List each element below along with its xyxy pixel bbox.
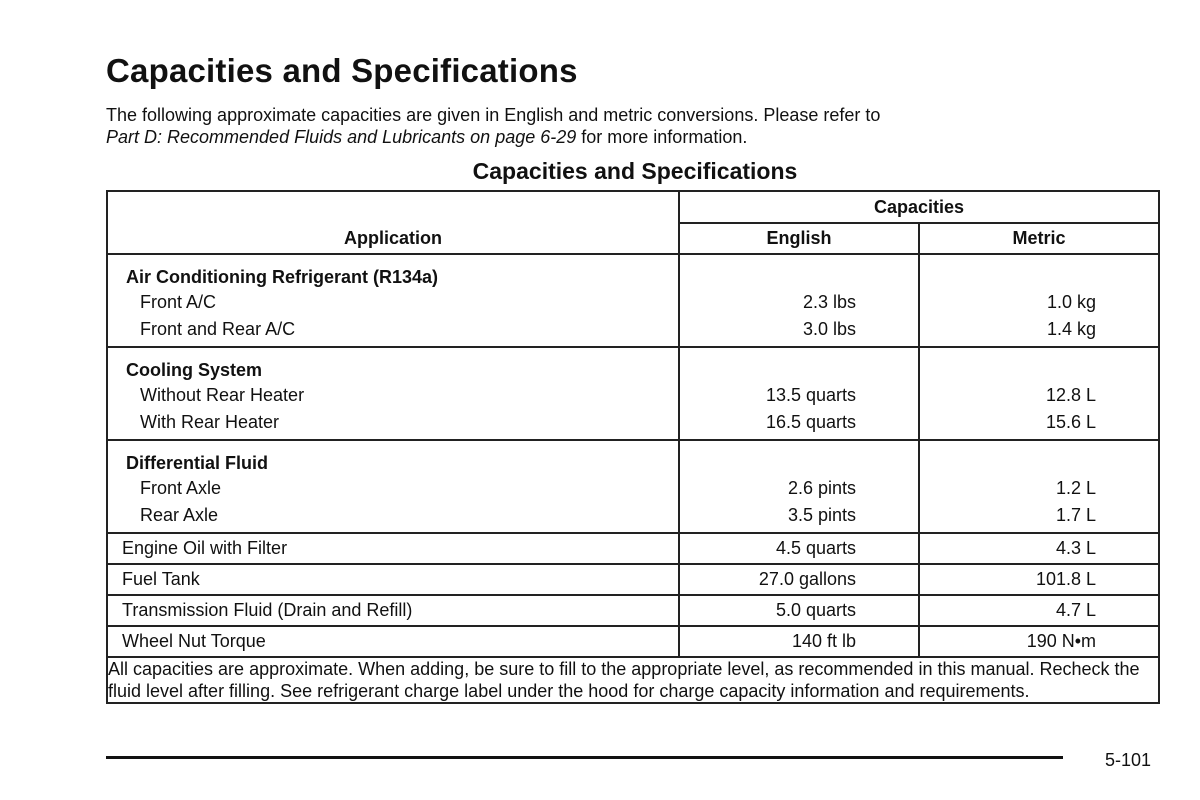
row-label: Fuel Tank: [107, 564, 679, 595]
table-note: All capacities are approximate. When adding, be sure to fill to the appropriate level, as recommended in this manual. Recheck the fluid level after filling. See refrigerant charge label under the hood for charge capacity information and requirements.: [107, 657, 1159, 703]
table-note-row: [107, 657, 1159, 703]
english-value: 16.5 quarts: [765, 411, 856, 432]
row-label: With Rear Heater: [140, 411, 280, 432]
footer-rule: [106, 756, 1063, 759]
table-row: [107, 595, 1159, 626]
row-label: Front Axle: [140, 478, 222, 498]
english-value: 13.5 quarts: [765, 385, 856, 405]
capacities-header: Capacities: [679, 191, 1159, 223]
intro-text-end: for more information.: [576, 127, 748, 147]
group-heading: Differential Fluid: [126, 453, 269, 473]
metric-value: 4.3 L: [919, 533, 1159, 564]
capacities-table: [106, 190, 1160, 704]
metric-value: 12.8 L: [1045, 385, 1097, 405]
table-row: [107, 347, 1159, 440]
intro-text: The following approximate capacities are given in English and metric conversions. Please refer to: [106, 105, 881, 125]
table-row: [107, 564, 1159, 595]
english-value: 3.0 lbs: [802, 318, 856, 339]
english-value: 5.0 quarts: [679, 595, 919, 626]
metric-value: 15.6 L: [1045, 411, 1097, 432]
metric-value: 1.2 L: [1055, 478, 1097, 498]
page-title: Capacities and Specifications: [106, 52, 578, 89]
row-label: Rear Axle: [140, 504, 219, 525]
metric-value: 101.8 L: [919, 564, 1159, 595]
application-header: Application: [107, 191, 679, 254]
page-number: 5-101: [1105, 750, 1152, 770]
table-row: [107, 533, 1159, 564]
english-value: 27.0 gallons: [679, 564, 919, 595]
english-header: English: [679, 223, 919, 254]
table-row: [107, 254, 1159, 347]
metric-value: 190 N•m: [919, 626, 1159, 657]
english-value: 2.3 lbs: [802, 292, 856, 312]
table-row: [107, 626, 1159, 657]
row-label: Engine Oil with Filter: [107, 533, 679, 564]
table-title: Capacities and Specifications: [472, 158, 798, 184]
metric-header: Metric: [919, 223, 1159, 254]
row-label: Front A/C: [140, 292, 217, 312]
group-heading: Air Conditioning Refrigerant (R134a): [126, 267, 439, 287]
english-value: 140 ft lb: [679, 626, 919, 657]
table-row: [107, 440, 1159, 533]
table-header-row: [107, 191, 1159, 223]
english-value: 3.5 pints: [787, 504, 856, 525]
group-heading: Cooling System: [126, 360, 263, 380]
metric-value: 1.7 L: [1055, 504, 1097, 525]
metric-value: 1.4 kg: [1046, 318, 1097, 339]
row-label: Wheel Nut Torque: [107, 626, 679, 657]
row-label: Transmission Fluid (Drain and Refill): [107, 595, 679, 626]
intro-reference-link: Part D: Recommended Fluids and Lubricants on page 6-29: [106, 127, 577, 147]
metric-value: 4.7 L: [919, 595, 1159, 626]
row-label: Front and Rear A/C: [140, 318, 296, 339]
row-label: Without Rear Heater: [140, 385, 305, 405]
english-value: 4.5 quarts: [679, 533, 919, 564]
metric-value: 1.0 kg: [1046, 292, 1097, 312]
english-value: 2.6 pints: [787, 478, 856, 498]
intro-paragraph: [106, 104, 1166, 148]
